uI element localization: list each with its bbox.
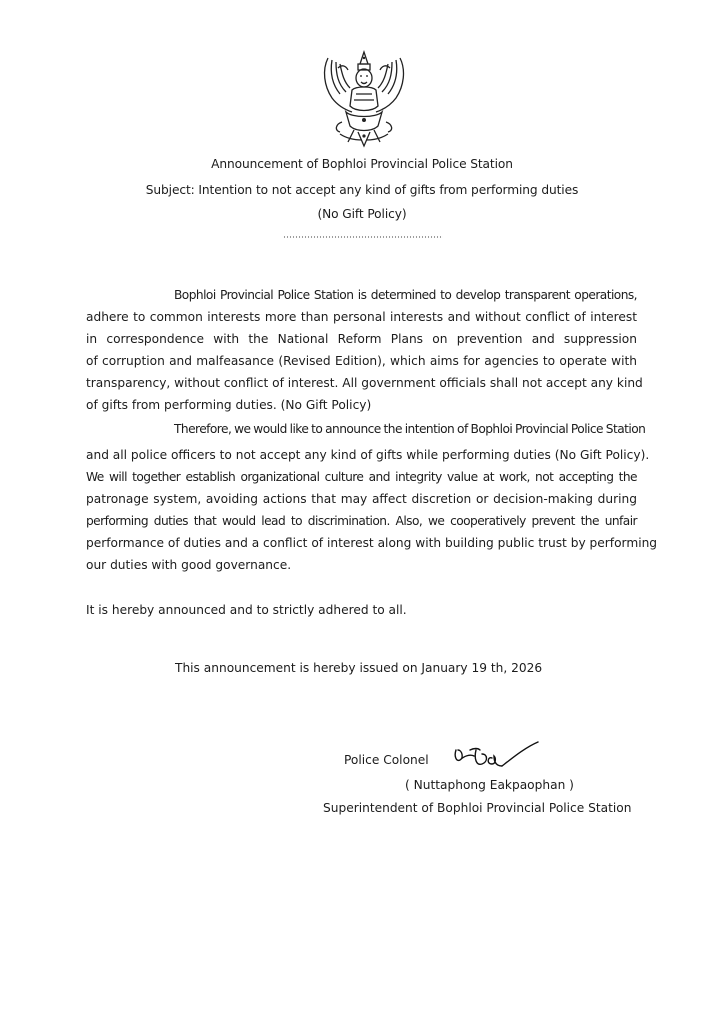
text-line: Bophloi Provincial Police Station is determined to develop transparent operations, <box>174 288 637 302</box>
closing-statement: It is hereby announced and to strictly adhered to all. <box>86 603 407 617</box>
policy-subtitle: (No Gift Policy) <box>317 207 407 221</box>
text-line: transparency, without conflict of interest. All government officials shall not accept any kind <box>86 376 643 390</box>
issue-date-statement: This announcement is hereby issued on January 19 th, 2026 <box>175 661 543 675</box>
text-line: of corruption and malfeasance (Revised Edition), which aims for agencies to operate with <box>86 354 637 368</box>
text-line: performing duties that would lead to discrimination. Also, we cooperatively prevent the unfair <box>86 514 637 528</box>
text-line: We will together establish organizational culture and integrity value at work, not accepting the <box>86 470 637 484</box>
subject-line: Subject: Intention to not accept any kind of gifts from performing duties <box>145 183 579 197</box>
paragraph-intro <box>86 284 643 416</box>
text-line: our duties with good governance. <box>86 558 292 572</box>
garuda-emblem-icon <box>318 46 410 150</box>
dotted-separator <box>283 236 443 238</box>
handwritten-signature-icon <box>452 738 542 774</box>
text-line: of gifts from performing duties. (No Gift Policy) <box>86 398 372 412</box>
text-line: adhere to common interests more than personal interests and without conflict of interest <box>86 310 637 324</box>
announcement-title: Announcement of Bophloi Provincial Police Station <box>211 157 513 171</box>
signatory-name: ( Nuttaphong Eakpaophan ) <box>405 778 574 792</box>
signatory-rank: Police Colonel <box>344 753 429 767</box>
text-line: patronage system, avoiding actions that may affect discretion or decision-making during <box>86 492 637 506</box>
text-line: in correspondence with the National Reform Plans on prevention and suppression <box>86 332 637 346</box>
paragraph-declaration <box>86 418 658 576</box>
signatory-position: Superintendent of Bophloi Provincial Police Station <box>323 801 632 815</box>
text-line: Therefore, we would like to announce the intention of Bophloi Provincial Police Station <box>174 422 646 436</box>
text-line: performance of duties and a conflict of interest along with building public trust by performing <box>86 536 658 550</box>
text-line: and all police officers to not accept any kind of gifts while performing duties (No Gift Policy). <box>86 448 650 462</box>
